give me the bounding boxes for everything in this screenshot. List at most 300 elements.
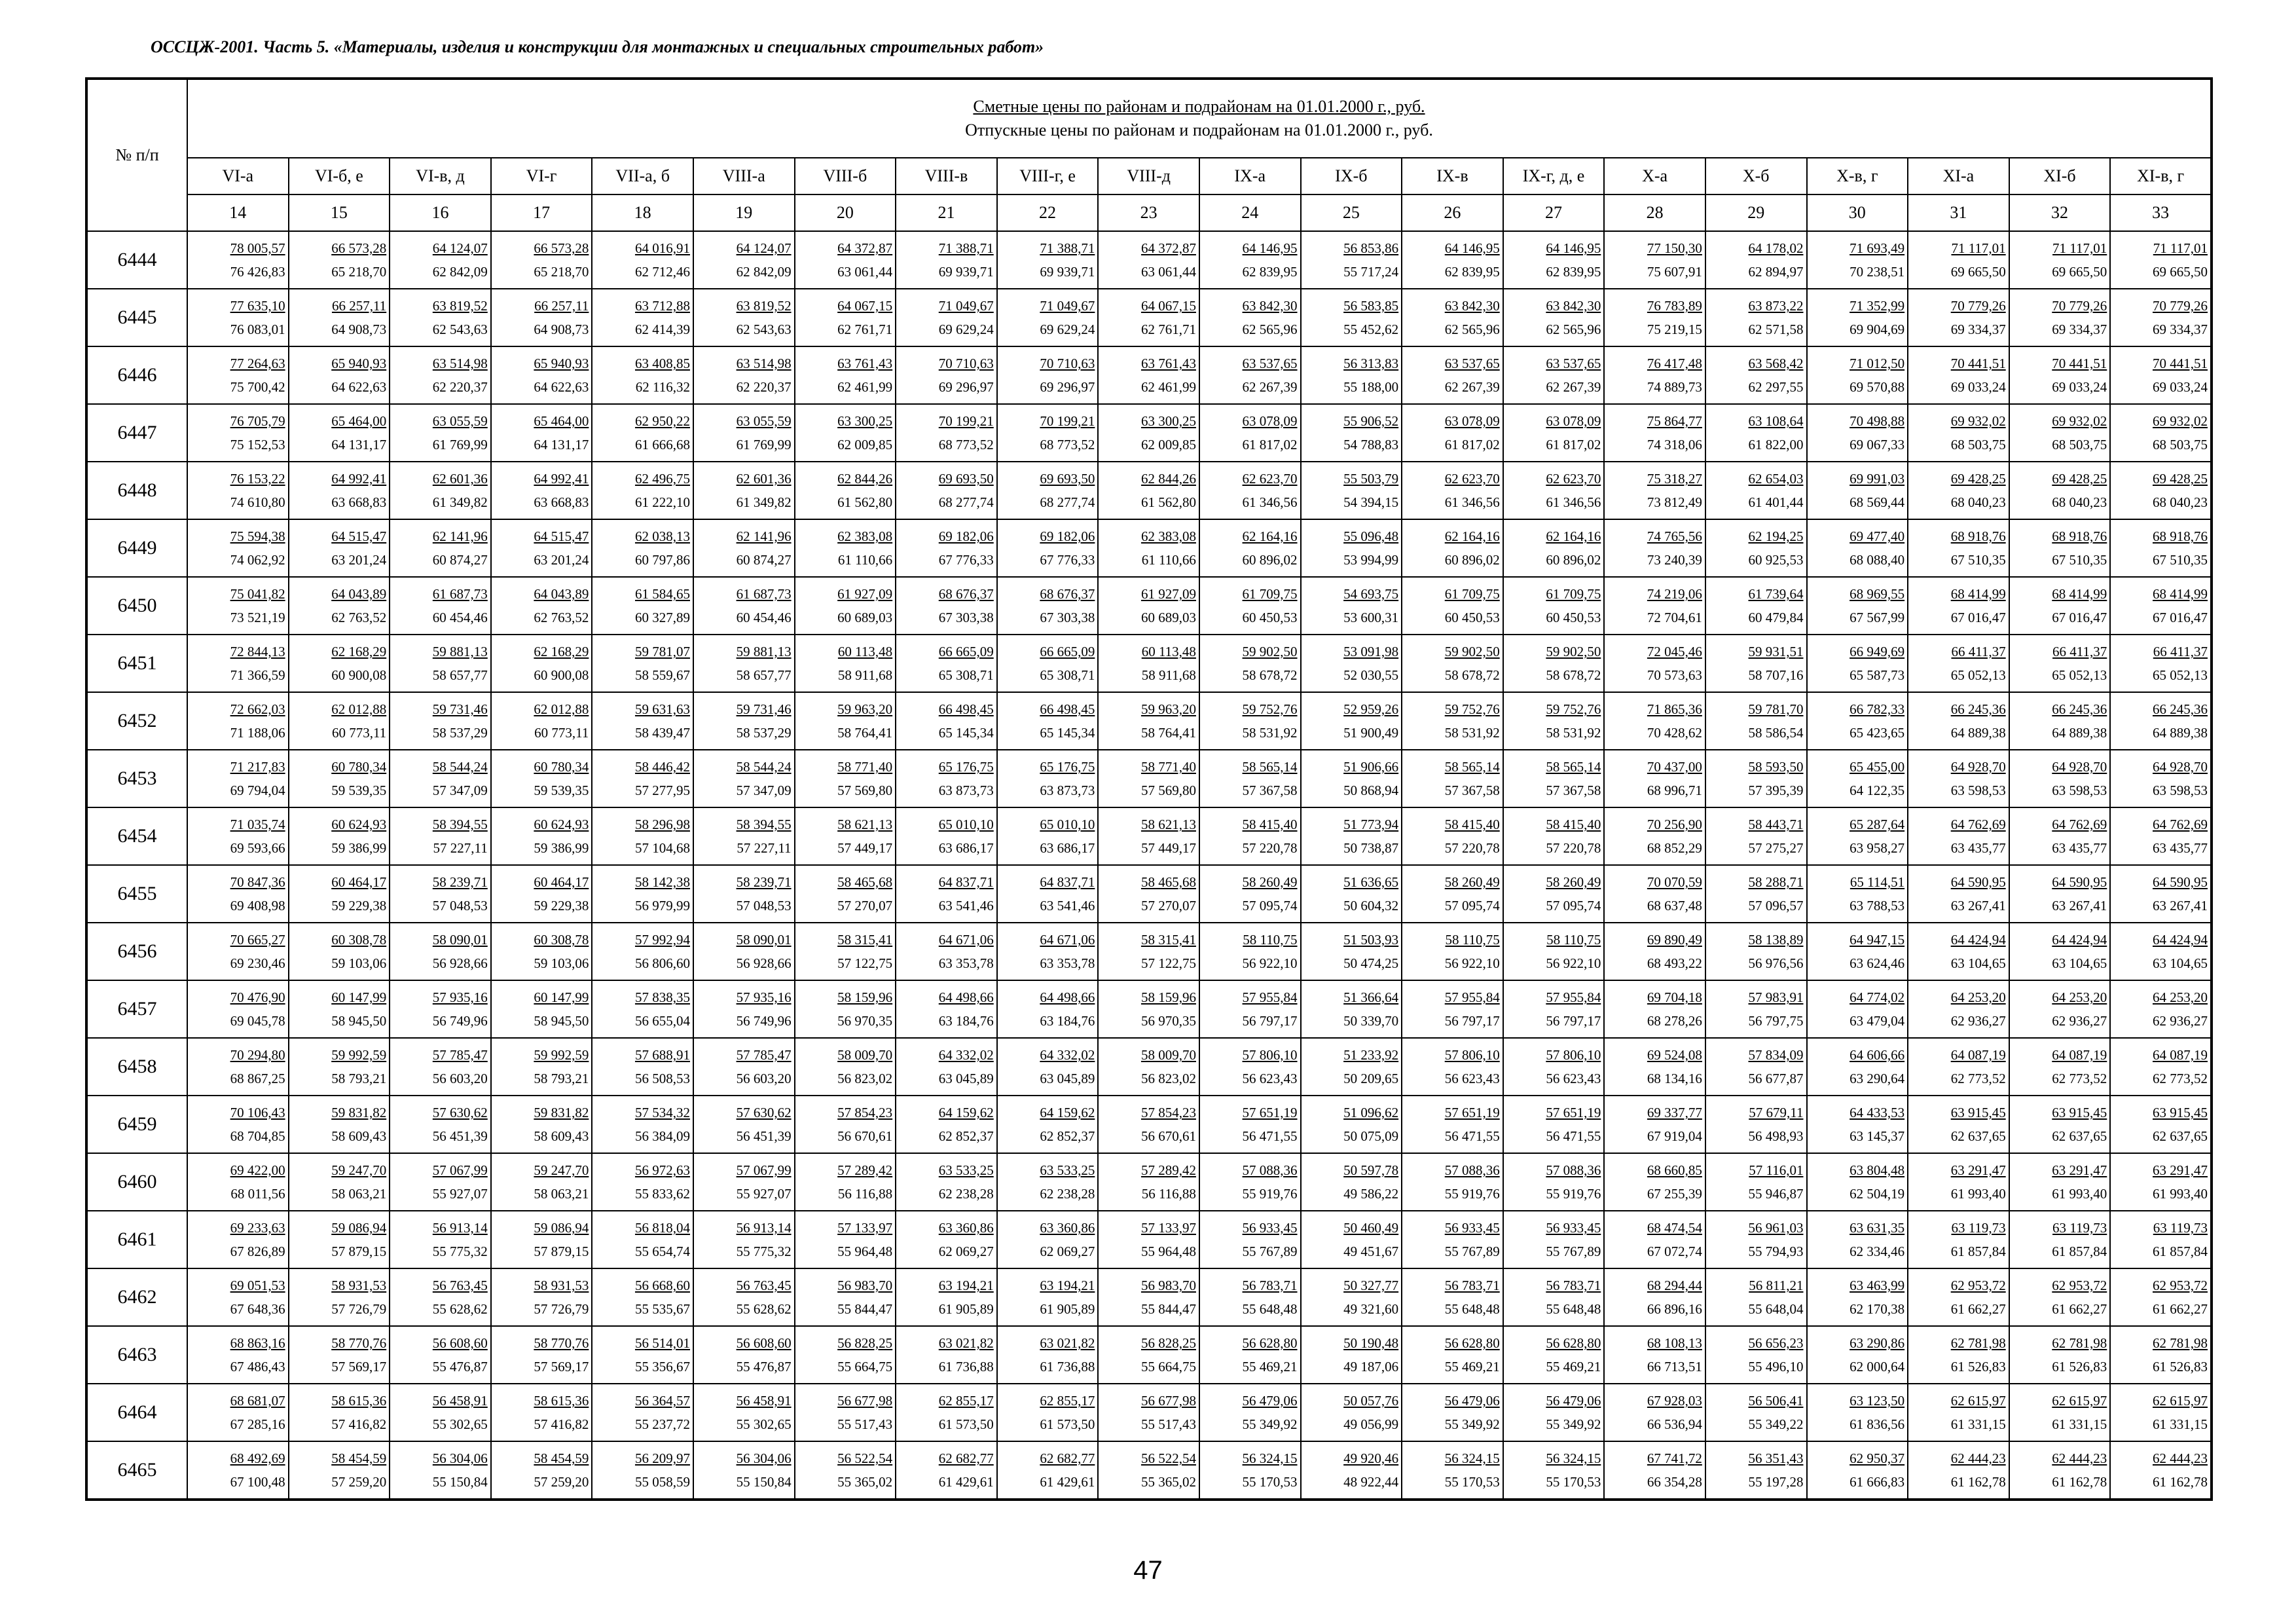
price-cell xyxy=(491,404,592,462)
estimated-price: 58 544,24 xyxy=(736,759,792,775)
release-price: 68 503,75 xyxy=(2052,437,2107,452)
estimated-price: 71 693,49 xyxy=(1850,240,1905,256)
price-cell xyxy=(1705,231,1807,289)
release-price: 62 414,39 xyxy=(634,322,690,337)
price-cell xyxy=(896,462,997,519)
estimated-price: 69 932,02 xyxy=(1950,413,2006,429)
release-price: 62 238,28 xyxy=(938,1186,994,1202)
estimated-price: 57 806,10 xyxy=(1546,1047,1601,1063)
release-price: 61 857,84 xyxy=(2153,1244,2208,1259)
price-cell xyxy=(693,1211,795,1268)
estimated-price: 56 522,54 xyxy=(1140,1450,1196,1466)
estimated-price: 72 045,46 xyxy=(1647,644,1702,659)
price-cell xyxy=(896,231,997,289)
release-price: 66 713,51 xyxy=(1647,1359,1702,1375)
release-price: 67 648,36 xyxy=(230,1301,285,1317)
price-cell xyxy=(997,923,1099,980)
price-cell xyxy=(1098,1384,1199,1441)
price-cell xyxy=(896,1384,997,1441)
estimated-price: 63 873,22 xyxy=(1748,298,1804,314)
release-price: 55 302,65 xyxy=(736,1416,792,1432)
estimated-price: 64 671,06 xyxy=(938,932,994,948)
release-price: 60 450,53 xyxy=(1546,610,1601,625)
release-price: 55 469,21 xyxy=(1546,1359,1601,1375)
price-cell xyxy=(2009,462,2111,519)
price-cell xyxy=(1301,1384,1402,1441)
estimated-price: 63 463,99 xyxy=(1850,1278,1905,1293)
release-price: 68 773,52 xyxy=(1040,437,1095,452)
estimated-price: 60 780,34 xyxy=(534,759,589,775)
row-number: 6458 xyxy=(86,1038,187,1096)
estimated-price: 64 332,02 xyxy=(1040,1047,1095,1063)
estimated-price: 63 514,98 xyxy=(736,356,792,371)
estimated-price: 66 665,09 xyxy=(1040,644,1095,659)
price-cell xyxy=(1807,404,1908,462)
estimated-price: 59 752,76 xyxy=(1242,701,1298,717)
release-price: 69 033,24 xyxy=(1950,379,2006,395)
estimated-price: 69 890,49 xyxy=(1647,932,1702,948)
estimated-price: 58 288,71 xyxy=(1748,874,1804,890)
estimated-price: 62 383,08 xyxy=(837,528,893,544)
release-price: 73 812,49 xyxy=(1647,494,1702,510)
release-price: 55 654,74 xyxy=(634,1244,690,1259)
estimated-price: 58 315,41 xyxy=(837,932,893,948)
price-cell xyxy=(1402,750,1503,807)
release-price: 68 773,52 xyxy=(938,437,994,452)
release-price: 71 188,06 xyxy=(230,725,285,741)
estimated-price: 62 496,75 xyxy=(634,471,690,487)
price-cell xyxy=(896,1441,997,1500)
price-cell xyxy=(1503,1038,1605,1096)
estimated-price: 58 260,49 xyxy=(1546,874,1601,890)
price-cell xyxy=(1705,1211,1807,1268)
price-cell xyxy=(390,635,491,692)
estimated-price: 59 731,46 xyxy=(432,701,488,717)
release-price: 56 797,17 xyxy=(1444,1013,1500,1029)
release-price: 62 761,71 xyxy=(1140,322,1196,337)
price-cell xyxy=(997,346,1099,404)
estimated-price: 59 247,70 xyxy=(534,1162,589,1178)
estimated-price: 69 182,06 xyxy=(1040,528,1095,544)
price-cell xyxy=(795,1384,896,1441)
column-number: 17 xyxy=(491,194,592,231)
release-price: 65 423,65 xyxy=(1850,725,1905,741)
price-cell xyxy=(2110,1096,2212,1153)
price-cell xyxy=(1705,750,1807,807)
release-price: 63 045,89 xyxy=(1040,1071,1095,1086)
estimated-price: 62 623,70 xyxy=(1242,471,1298,487)
estimated-price: 62 855,17 xyxy=(938,1393,994,1409)
price-cell xyxy=(1402,692,1503,750)
release-price: 55 469,21 xyxy=(1242,1359,1298,1375)
price-cell xyxy=(795,519,896,577)
price-cell xyxy=(187,519,289,577)
release-price: 56 603,20 xyxy=(432,1071,488,1086)
release-price: 67 510,35 xyxy=(1950,552,2006,568)
release-price: 58 793,21 xyxy=(331,1071,387,1086)
release-price: 55 237,72 xyxy=(634,1416,690,1432)
release-price: 58 945,50 xyxy=(331,1013,387,1029)
estimated-price: 63 537,65 xyxy=(1444,356,1500,371)
estimated-price: 57 838,35 xyxy=(634,989,690,1005)
estimated-price: 50 460,49 xyxy=(1343,1220,1399,1236)
estimated-price: 64 159,62 xyxy=(1040,1105,1095,1120)
estimated-price: 68 863,16 xyxy=(230,1335,285,1351)
release-price: 74 062,92 xyxy=(230,552,285,568)
release-price: 67 072,74 xyxy=(1647,1244,1702,1259)
estimated-price: 62 654,03 xyxy=(1748,471,1804,487)
release-price: 74 889,73 xyxy=(1647,379,1702,395)
price-cell xyxy=(1705,404,1807,462)
estimated-price: 62 168,29 xyxy=(331,644,387,659)
price-cell xyxy=(1908,231,2009,289)
estimated-price: 63 804,48 xyxy=(1850,1162,1905,1178)
release-price: 61 817,02 xyxy=(1444,437,1500,452)
estimated-price: 63 761,43 xyxy=(837,356,893,371)
price-cell xyxy=(1199,519,1301,577)
estimated-price: 76 417,48 xyxy=(1647,356,1702,371)
release-price: 62 842,09 xyxy=(432,264,488,280)
release-price: 61 562,80 xyxy=(1140,494,1196,510)
price-cell xyxy=(1301,1441,1402,1500)
price-cell xyxy=(795,231,896,289)
estimated-price: 64 124,07 xyxy=(432,240,488,256)
region-header: VIII-г, е xyxy=(997,158,1099,194)
release-price: 57 416,82 xyxy=(331,1416,387,1432)
estimated-price: 69 428,25 xyxy=(1950,471,2006,487)
release-price: 69 296,97 xyxy=(1040,379,1095,395)
price-cell xyxy=(997,1153,1099,1211)
release-price: 61 857,84 xyxy=(1950,1244,2006,1259)
estimated-price: 55 906,52 xyxy=(1343,413,1399,429)
release-price: 67 303,38 xyxy=(1040,610,1095,625)
release-price: 62 543,63 xyxy=(736,322,792,337)
region-header: VIII-а xyxy=(693,158,795,194)
estimated-price: 56 479,06 xyxy=(1444,1393,1500,1409)
price-cell xyxy=(289,1153,390,1211)
estimated-price: 62 168,29 xyxy=(534,644,589,659)
release-price: 61 429,61 xyxy=(1040,1474,1095,1490)
estimated-price: 78 005,57 xyxy=(230,240,285,256)
release-price: 55 648,48 xyxy=(1444,1301,1500,1317)
price-cell xyxy=(1705,346,1807,404)
estimated-price: 69 051,53 xyxy=(230,1278,285,1293)
estimated-price: 60 624,93 xyxy=(331,817,387,832)
price-cell xyxy=(1402,577,1503,635)
release-price: 63 958,27 xyxy=(1850,840,1905,856)
estimated-price: 60 113,48 xyxy=(1141,644,1196,659)
price-cell xyxy=(1807,1211,1908,1268)
release-price: 61 817,02 xyxy=(1546,437,1601,452)
estimated-price: 57 088,36 xyxy=(1242,1162,1298,1178)
release-price: 62 571,58 xyxy=(1748,322,1804,337)
estimated-price: 58 090,01 xyxy=(736,932,792,948)
estimated-price: 63 408,85 xyxy=(634,356,690,371)
price-table xyxy=(85,77,2213,1501)
price-cell xyxy=(2009,1038,2111,1096)
price-cell xyxy=(390,750,491,807)
estimated-price: 62 953,72 xyxy=(1950,1278,2006,1293)
price-cell xyxy=(1604,519,1705,577)
price-cell xyxy=(1503,577,1605,635)
row-number: 6463 xyxy=(86,1326,187,1384)
estimated-price: 63 842,30 xyxy=(1242,298,1298,314)
estimated-price: 65 176,75 xyxy=(1040,759,1095,775)
estimated-price: 56 668,60 xyxy=(634,1278,690,1293)
price-cell xyxy=(1807,462,1908,519)
release-price: 55 170,53 xyxy=(1546,1474,1601,1490)
price-cell xyxy=(1807,1441,1908,1500)
price-cell xyxy=(491,635,592,692)
release-price: 65 052,13 xyxy=(1950,667,2006,683)
estimated-price: 58 465,68 xyxy=(837,874,893,890)
estimated-price: 56 972,63 xyxy=(634,1162,690,1178)
estimated-price: 56 828,25 xyxy=(837,1335,893,1351)
release-price: 55 302,65 xyxy=(432,1416,488,1432)
release-price: 69 408,98 xyxy=(230,898,285,913)
price-cell xyxy=(795,980,896,1038)
estimated-price: 66 782,33 xyxy=(1850,701,1905,717)
release-price: 62 763,52 xyxy=(331,610,387,625)
table-row xyxy=(86,635,2212,692)
price-cell xyxy=(187,346,289,404)
estimated-price: 66 411,37 xyxy=(2052,644,2107,659)
release-price: 55 170,53 xyxy=(1444,1474,1500,1490)
price-cell xyxy=(1098,692,1199,750)
release-price: 63 104,65 xyxy=(1950,955,2006,971)
estimated-price: 69 233,63 xyxy=(230,1220,285,1236)
release-price: 60 874,27 xyxy=(432,552,488,568)
estimated-price: 63 194,21 xyxy=(1040,1278,1095,1293)
price-cell xyxy=(1199,865,1301,923)
release-price: 68 569,44 xyxy=(1850,494,1905,510)
column-number: 33 xyxy=(2110,194,2212,231)
price-cell xyxy=(390,1441,491,1500)
estimated-price: 60 147,99 xyxy=(534,989,589,1005)
release-price: 56 471,55 xyxy=(1444,1128,1500,1144)
release-price: 67 285,16 xyxy=(230,1416,285,1432)
price-cell xyxy=(592,750,693,807)
estimated-price: 56 783,71 xyxy=(1242,1278,1298,1293)
release-price: 50 604,32 xyxy=(1343,898,1399,913)
estimated-price: 63 568,42 xyxy=(1748,356,1804,371)
price-cell xyxy=(896,865,997,923)
column-number-row xyxy=(86,194,2212,231)
release-price: 56 823,02 xyxy=(1140,1071,1196,1086)
price-cell xyxy=(1402,404,1503,462)
estimated-price: 70 256,90 xyxy=(1647,817,1702,832)
price-cell xyxy=(1604,1441,1705,1500)
estimated-price: 63 291,47 xyxy=(2153,1162,2208,1178)
price-cell xyxy=(997,692,1099,750)
release-price: 76 083,01 xyxy=(230,322,285,337)
estimated-price: 64 146,95 xyxy=(1242,240,1298,256)
region-header: VIII-д xyxy=(1098,158,1199,194)
estimated-price: 68 492,69 xyxy=(230,1450,285,1466)
price-cell xyxy=(896,1038,997,1096)
estimated-price: 57 955,84 xyxy=(1546,989,1601,1005)
estimated-price: 63 631,35 xyxy=(1850,1220,1905,1236)
price-cell xyxy=(2110,807,2212,865)
price-cell xyxy=(693,404,795,462)
estimated-price: 58 394,55 xyxy=(432,817,488,832)
price-cell xyxy=(491,1441,592,1500)
row-number: 6461 xyxy=(86,1211,187,1268)
estimated-price: 58 315,41 xyxy=(1140,932,1196,948)
estimated-price: 62 601,36 xyxy=(736,471,792,487)
estimated-price: 57 935,16 xyxy=(432,989,488,1005)
price-cell xyxy=(1402,807,1503,865)
release-price: 63 435,77 xyxy=(2153,840,2208,856)
estimated-price: 59 631,63 xyxy=(634,701,690,717)
price-cell xyxy=(592,462,693,519)
price-cell xyxy=(289,750,390,807)
estimated-price: 64 043,89 xyxy=(331,586,387,602)
price-cell xyxy=(1807,231,1908,289)
estimated-price: 77 264,63 xyxy=(230,356,285,371)
price-cell xyxy=(1098,750,1199,807)
release-price: 67 776,33 xyxy=(1040,552,1095,568)
release-price: 55 517,43 xyxy=(1140,1416,1196,1432)
estimated-price: 57 067,99 xyxy=(432,1162,488,1178)
price-cell xyxy=(491,1211,592,1268)
price-cell xyxy=(997,750,1099,807)
price-cell xyxy=(1402,635,1503,692)
region-header: X-б xyxy=(1705,158,1807,194)
estimated-price: 56 983,70 xyxy=(1140,1278,1196,1293)
release-price: 57 259,20 xyxy=(331,1474,387,1490)
release-price: 69 045,78 xyxy=(230,1013,285,1029)
estimated-price: 69 704,18 xyxy=(1647,989,1702,1005)
price-cell xyxy=(1301,1211,1402,1268)
release-price: 60 925,53 xyxy=(1748,552,1804,568)
release-price: 59 539,35 xyxy=(331,783,387,798)
price-cell xyxy=(491,923,592,980)
price-cell xyxy=(1604,807,1705,865)
price-cell xyxy=(1301,1153,1402,1211)
release-price: 50 474,25 xyxy=(1343,955,1399,971)
estimated-price: 56 583,85 xyxy=(1343,298,1399,314)
price-cell xyxy=(693,692,795,750)
price-cell xyxy=(1098,980,1199,1038)
price-cell xyxy=(795,1441,896,1500)
release-price: 68 852,29 xyxy=(1647,840,1702,856)
estimated-price: 58 770,76 xyxy=(331,1335,387,1351)
release-price: 50 738,87 xyxy=(1343,840,1399,856)
price-cell xyxy=(2009,923,2111,980)
release-price: 62 839,95 xyxy=(1242,264,1298,280)
release-price: 57 277,95 xyxy=(634,783,690,798)
column-number: 27 xyxy=(1503,194,1605,231)
release-price: 62 565,96 xyxy=(1242,322,1298,337)
release-price: 55 365,02 xyxy=(1140,1474,1196,1490)
estimated-price: 56 961,03 xyxy=(1748,1220,1804,1236)
price-cell xyxy=(1908,1211,2009,1268)
estimated-price: 70 710,63 xyxy=(1040,356,1095,371)
price-cell xyxy=(1705,807,1807,865)
price-cell xyxy=(896,923,997,980)
release-price: 69 939,71 xyxy=(1040,264,1095,280)
release-price: 56 928,66 xyxy=(432,955,488,971)
release-price: 68 277,74 xyxy=(1040,494,1095,510)
price-cell xyxy=(997,1326,1099,1384)
price-cell xyxy=(1604,1384,1705,1441)
price-cell xyxy=(2009,1153,2111,1211)
price-cell xyxy=(795,692,896,750)
price-cell xyxy=(896,692,997,750)
price-cell xyxy=(1199,1211,1301,1268)
estimated-price: 70 437,00 xyxy=(1647,759,1702,775)
release-price: 63 788,53 xyxy=(1850,898,1905,913)
release-price: 55 349,92 xyxy=(1444,1416,1500,1432)
price-cell xyxy=(1503,1384,1605,1441)
estimated-price: 69 991,03 xyxy=(1850,471,1905,487)
release-price: 56 623,43 xyxy=(1546,1071,1601,1086)
estimated-price: 51 366,64 xyxy=(1343,989,1399,1005)
price-cell xyxy=(187,865,289,923)
column-number: 30 xyxy=(1807,194,1908,231)
price-cell xyxy=(1908,980,2009,1038)
estimated-price: 70 665,27 xyxy=(230,932,285,948)
release-price: 61 905,89 xyxy=(938,1301,994,1317)
release-price: 61 993,40 xyxy=(2052,1186,2107,1202)
release-price: 60 479,84 xyxy=(1748,610,1804,625)
price-cell xyxy=(896,750,997,807)
price-cell xyxy=(1503,750,1605,807)
release-price: 59 539,35 xyxy=(534,783,589,798)
price-cell xyxy=(1705,1268,1807,1326)
release-price: 65 218,70 xyxy=(331,264,387,280)
release-price: 59 386,99 xyxy=(534,840,589,856)
price-cell xyxy=(1807,692,1908,750)
estimated-price: 62 038,13 xyxy=(634,528,690,544)
price-cell xyxy=(795,635,896,692)
price-cell xyxy=(390,1096,491,1153)
estimated-price: 66 245,36 xyxy=(2153,701,2208,717)
estimated-price: 62 164,16 xyxy=(1546,528,1601,544)
price-cell xyxy=(491,519,592,577)
release-price: 56 471,55 xyxy=(1242,1128,1298,1144)
release-price: 62 267,39 xyxy=(1546,379,1601,395)
release-price: 75 700,42 xyxy=(230,379,285,395)
price-cell xyxy=(491,692,592,750)
release-price: 57 104,68 xyxy=(634,840,690,856)
estimated-price: 56 853,86 xyxy=(1343,240,1399,256)
price-cell xyxy=(592,289,693,346)
estimated-price: 56 479,06 xyxy=(1546,1393,1601,1409)
estimated-price: 64 762,69 xyxy=(1950,817,2006,832)
estimated-price: 58 159,96 xyxy=(837,989,893,1005)
estimated-price: 62 141,96 xyxy=(432,528,488,544)
estimated-price: 64 928,70 xyxy=(1950,759,2006,775)
estimated-price: 56 522,54 xyxy=(837,1450,893,1466)
estimated-price: 66 257,11 xyxy=(331,298,387,314)
column-number: 15 xyxy=(289,194,390,231)
price-cell xyxy=(1604,289,1705,346)
price-cell xyxy=(2009,692,2111,750)
release-price: 57 347,09 xyxy=(736,783,792,798)
price-cell xyxy=(1098,577,1199,635)
estimated-price: 61 687,73 xyxy=(736,586,792,602)
release-price: 59 229,38 xyxy=(331,898,387,913)
release-price: 62 000,64 xyxy=(1850,1359,1905,1375)
release-price: 70 428,62 xyxy=(1647,725,1702,741)
release-price: 55 150,84 xyxy=(432,1474,488,1490)
estimated-price: 58 544,24 xyxy=(432,759,488,775)
release-price: 57 416,82 xyxy=(534,1416,589,1432)
release-price: 69 904,69 xyxy=(1850,322,1905,337)
release-price: 57 879,15 xyxy=(331,1244,387,1259)
